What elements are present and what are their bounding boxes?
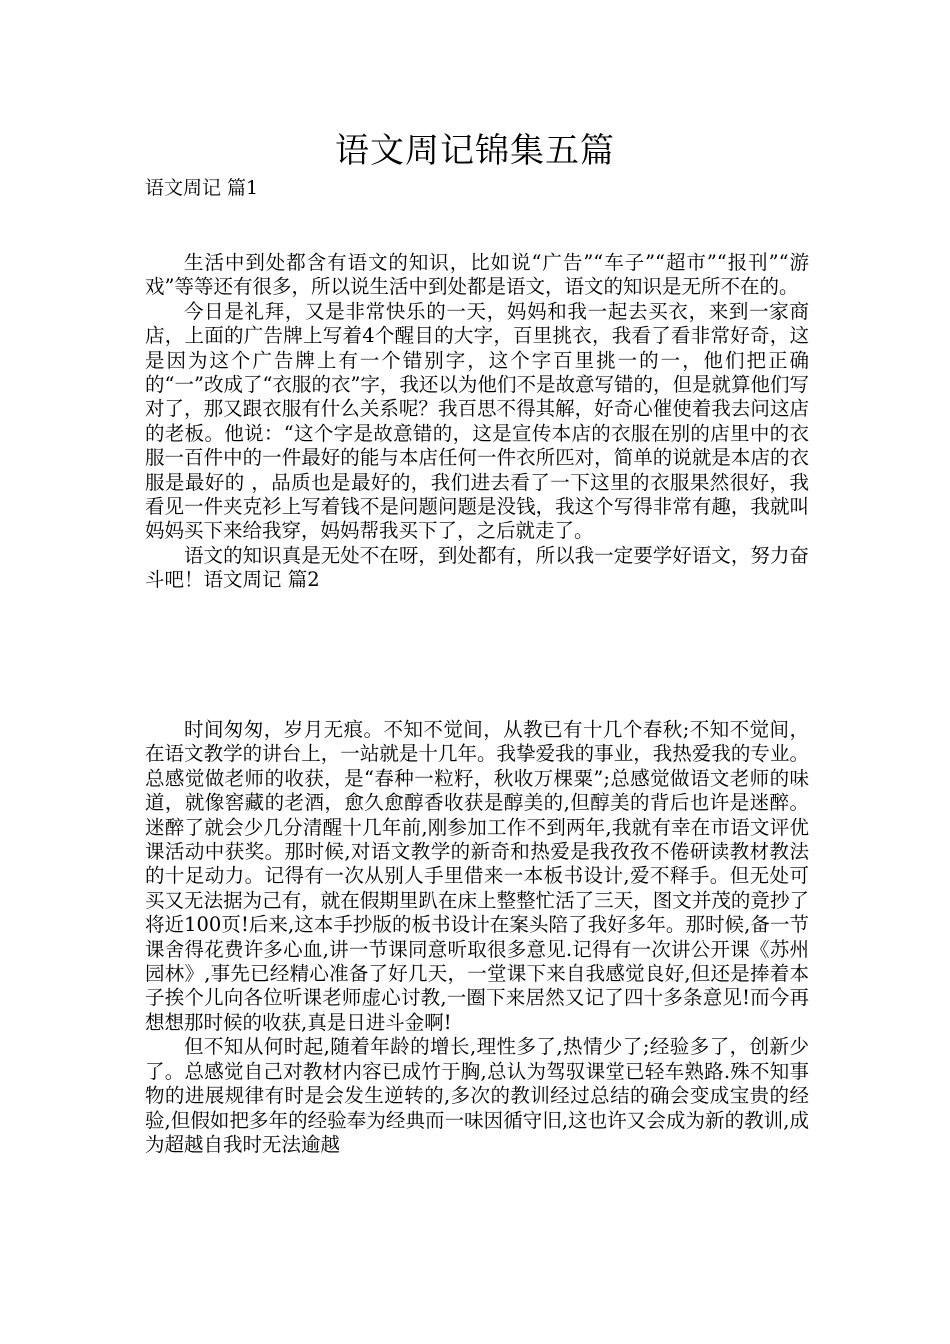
section-heading-2: 语文周记 篇2 bbox=[203, 568, 320, 592]
paragraph-text: 语文的知识真是无处不在呀，到处都有，所以我一定要学好语文，努力奋斗吧！ bbox=[145, 543, 809, 592]
paragraph: 时间匆匆，岁月无痕。不知不觉间，从教已有十几个春秋;不知不觉间，在语文教学的讲台上，一站就是十几年。我挚爱我的事业，我热爱我的专业。总感觉做老师的收获，是“春种一粒籽，秋收万棵粟”;总感觉做语文老师的味道，就像窖藏的老酒，愈久愈醇香收获是醇美的,但醇美的背后也许是迷醉。迷醉了就会少几分清醒十几年前,刚参加工作不到两年,我就有幸在市语文评优课活动中获奖。那时候,对语文教学的新奇和热爱是我孜孜不倦研读教材教法的十足动力。记得有一次从别人手里借来一本板书设计,爱不释手。但无处可买又无法据为己有，就在假期里趴在床上整整忙活了三天，图文并茂的竟抄了将近100页!后来,这本手抄版的板书设计在案头陪了我好多年。那时候,备一节课舍得花费许多心血,讲一节课同意听取很多意见.记得有一次讲公开课《苏州园林》,事先已经精心准备了好几天，一堂课下来自我感觉良好,但还是捧着本子挨个儿向各位听课老师虚心讨教,一圈下来居然又记了四十多条意见!而今再想想那时候的收获,真是日进斗金啊! bbox=[145, 718, 809, 1034]
document-title: 语文周记锦集五篇 bbox=[335, 131, 615, 171]
section-body-1 bbox=[145, 251, 809, 593]
paragraph: 今日是礼拜，又是非常快乐的一天，妈妈和我一起去买衣，来到一家商店，上面的广告牌上写着4个醒目的大字，百里挑衣，我看了看非常好奇，这是因为这个广告牌上有一个错别字，这个字百里挑一的一，他们把正确的“一”改成了“衣服的衣”字，我还以为他们不是故意写错的，但是就算他们写对了，那又跟衣服有什么关系呢？我百思不得其解，好奇心催使着我去问这店的老板。他说：“这个字是故意错的，这是宣传本店的衣服在别的店里中的衣服一百件中的一件最好的能与本店任何一件衣所匹对，简单的说就是本店的衣服是最好的 ，品质也是最好的，我们进去看了一下这里的衣服果然很好，我看见一件夹克衫上写着钱不是问题问题是没钱，我这个写得非常有趣，我就叫妈妈买下来给我穿，妈妈帮我买下了，之后就走了。 bbox=[145, 299, 809, 543]
paragraph: 但不知从何时起,随着年龄的增长,理性多了,热情少了;经验多了，创新少了。总感觉自己对教材内容已成竹于胸,总认为驾驭课堂已轻车熟路.殊不知事物的进展规律有时是会发生逆转的,多次的教训经过总结的确会变成宝贵的经验,但假如把多年的经验奉为经典而一味因循守旧,这也许又会成为新的教训,成为超越自我时无法逾越 bbox=[145, 1035, 809, 1156]
section-heading-1: 语文周记 篇1 bbox=[145, 177, 259, 199]
paragraph bbox=[145, 544, 809, 593]
paragraph: 生活中到处都含有语文的知识，比如说“广告”“车子”“超市”“报刊”“游戏”等等还有很多，所以说生活中到处都是语文，语文的知识是无所不在的。 bbox=[145, 251, 809, 299]
section-body-2 bbox=[145, 718, 809, 1157]
